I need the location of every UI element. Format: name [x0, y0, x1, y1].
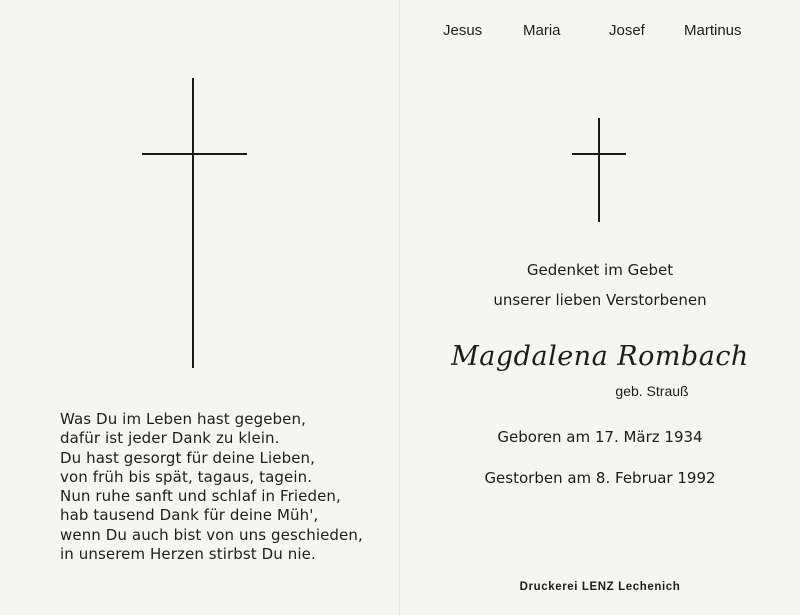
- deceased-name: Magdalena Rombach: [451, 341, 749, 372]
- maiden-name: geb. Strauß: [615, 383, 689, 399]
- printer-credit: Druckerei LENZ Lechenich: [519, 581, 681, 593]
- poem-line: Was Du im Leben hast gegeben,: [60, 410, 306, 428]
- holy-name-jesus: Jesus: [443, 22, 483, 39]
- poem-line: Du hast gesorgt für deine Lieben,: [60, 448, 316, 467]
- small-cross-icon: [598, 118, 600, 222]
- large-cross-bar: [142, 153, 247, 155]
- poem: [60, 410, 390, 564]
- holy-name-martinus: Martinus: [684, 22, 742, 39]
- holy-name-maria: Maria: [523, 22, 561, 39]
- poem-line: Nun ruhe sanft und schlaf in Frieden,: [60, 487, 341, 506]
- birth-date: Geboren am 17. März 1934: [497, 428, 703, 446]
- holy-names: [0, 22, 800, 44]
- large-cross-icon: [192, 78, 194, 368]
- poem-line: in unserem Herzen stirbst Du nie.: [60, 545, 316, 564]
- death-date: Gestorben am 8. Februar 1992: [484, 469, 716, 487]
- prayer-heading-line-2: unserer lieben Verstorbenen: [493, 291, 707, 309]
- poem-line: hab tausend Dank für deine Müh',: [60, 506, 319, 525]
- holy-name-josef: Josef: [609, 22, 645, 39]
- poem-line: wenn Du auch bist von uns geschieden,: [60, 525, 363, 544]
- small-cross-bar: [572, 153, 626, 155]
- prayer-heading-line-1: Gedenket im Gebet: [526, 261, 674, 279]
- poem-line: dafür ist jeder Dank zu klein.: [60, 429, 280, 448]
- poem-line: von früh bis spät, tagaus, tagein.: [60, 467, 313, 486]
